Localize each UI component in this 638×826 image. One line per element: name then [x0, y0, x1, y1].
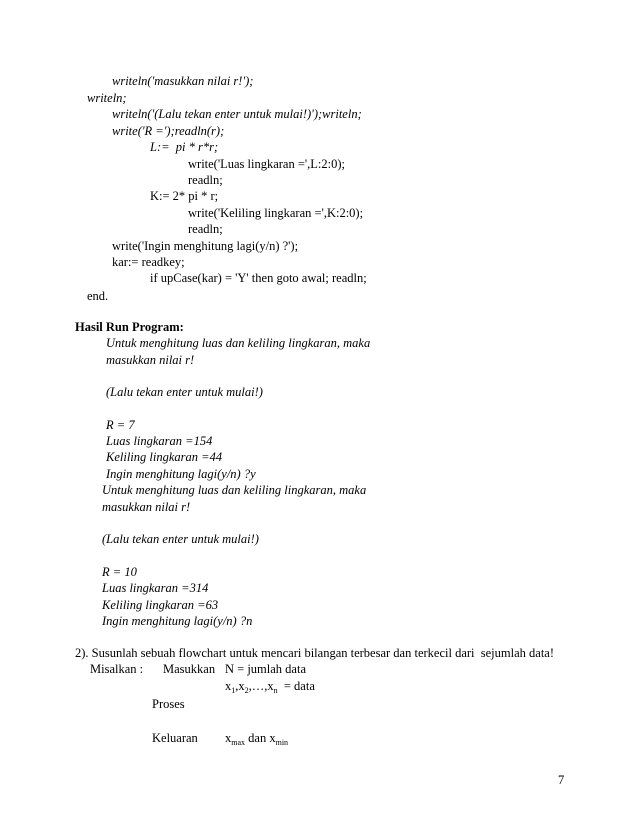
section-heading: Hasil Run Program:: [75, 320, 184, 334]
code-line: writeln;: [87, 91, 127, 105]
output-line: Untuk menghitung luas dan keliling lingkaran, maka: [102, 483, 367, 497]
output-line: Luas lingkaran =154: [106, 434, 213, 448]
keluaran-label: Keluaran: [152, 731, 198, 745]
output-line: (Lalu tekan enter untuk mulai!): [106, 385, 263, 399]
code-line: write('Ingin menghitung lagi(y/n) ?');: [112, 239, 299, 253]
page-number: 7: [558, 773, 565, 787]
masukkan-label: Masukkan: [163, 662, 216, 676]
x-definition: $x_1,x_2,\dots,x_n$ = data: [225, 679, 315, 695]
code-line: write('Luas lingkaran =',L:2:0);: [188, 157, 345, 171]
output-line: Ingin menghitung lagi(y/n) ?n: [102, 614, 253, 628]
output-line: Luas lingkaran =314: [102, 581, 209, 595]
code-line: end.: [87, 289, 109, 303]
code-line: write('Keliling lingkaran =',K:2:0);: [188, 206, 364, 220]
misalkan-label: Misalkan :: [90, 662, 144, 676]
code-line: writeln('(Lalu tekan enter untuk mulai!)');writeln;: [112, 107, 362, 121]
code-line: if upCase(kar) = 'Y' then goto awal; readln;: [150, 271, 367, 285]
output-line: R = 7: [106, 418, 135, 432]
output-definition: $x_{max}$ dan $x_{min}$: [225, 731, 289, 747]
code-line: write('R =');readln(r);: [112, 124, 225, 138]
task-text: 2). Susunlah sebuah flowchart untuk mencari bilangan terbesar dan terkecil dari sejumlah data!: [75, 646, 554, 660]
output-line: (Lalu tekan enter untuk mulai!): [102, 532, 259, 546]
output-line: Keliling lingkaran =44: [106, 450, 223, 464]
output-line: Untuk menghitung luas dan keliling lingkaran, maka: [106, 336, 371, 350]
output-line: Keliling lingkaran =63: [102, 598, 219, 612]
code-line: kar:= readkey;: [112, 255, 185, 269]
output-line: Ingin menghitung lagi(y/n) ?y: [106, 467, 256, 481]
code-line: readln;: [188, 222, 223, 236]
proses-label: Proses: [152, 697, 185, 711]
code-line: L:= pi * r*r;: [150, 140, 219, 154]
output-line: R = 10: [102, 565, 137, 579]
code-line: K:= 2* pi * r;: [150, 189, 219, 203]
code-line: writeln('masukkan nilai r!');: [112, 74, 254, 88]
code-line: readln;: [188, 173, 223, 187]
output-line: masukkan nilai r!: [102, 500, 191, 514]
n-definition: N = jumlah data: [225, 662, 306, 676]
output-line: masukkan nilai r!: [106, 353, 195, 367]
